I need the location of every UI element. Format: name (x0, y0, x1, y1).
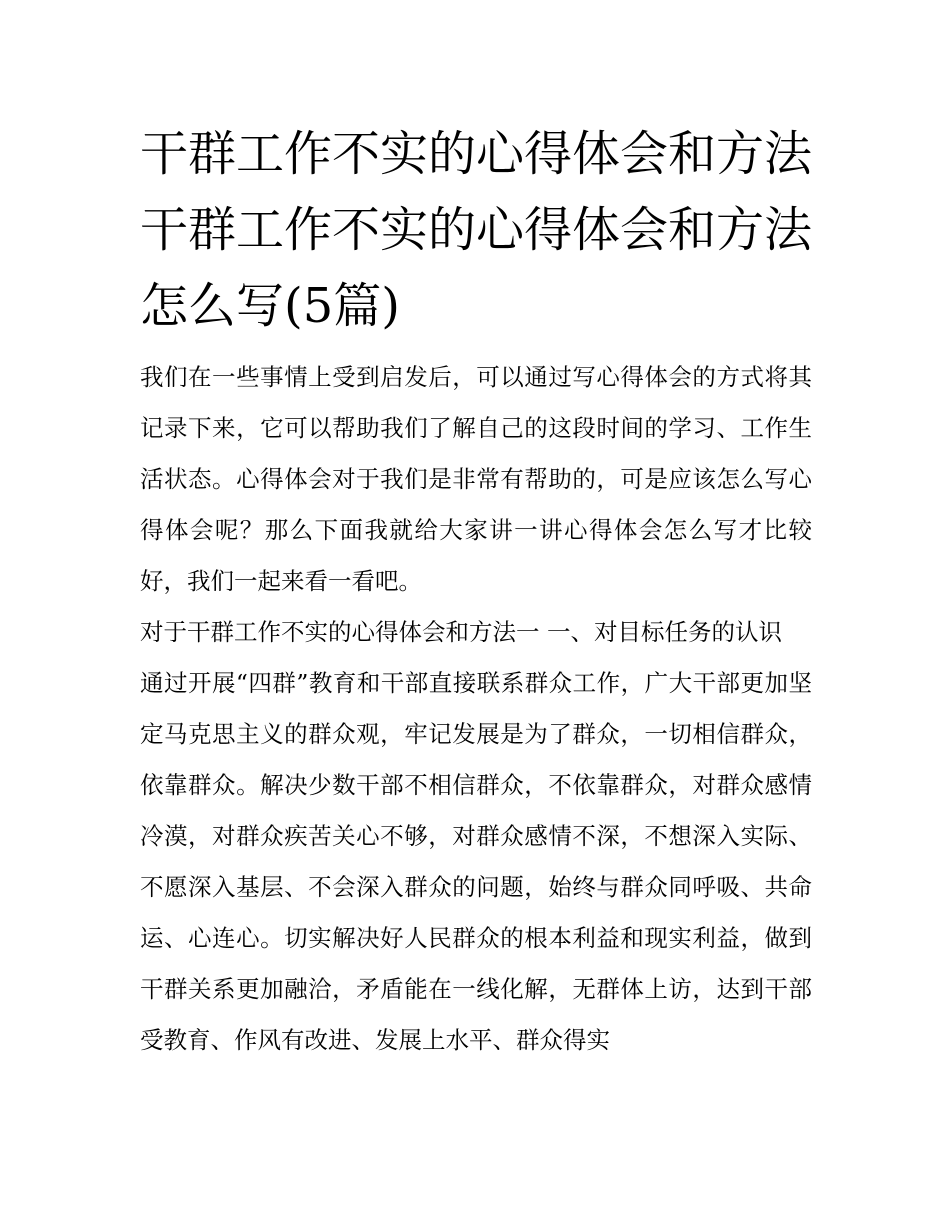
document-title: 干群工作不实的心得体会和方法 干群工作不实的心得体会和方法怎么写(5篇) (140, 126, 813, 334)
intro-paragraph: 我们在一些事情上受到启发后，可以通过写心得体会的方式将其记录下来，它可以帮助我们了解自己的这段时间的学习、工作生活状态。心得体会对于我们是非常有帮助的，可是应该怎么写心得体会呢？那么下面我就给大家讲一讲心得体会怎么写才比较好，我们一起来看一看吧。 (140, 363, 812, 595)
section-heading: 对于干群工作不实的心得体会和方法一 一、对目标任务的认识 (140, 618, 782, 646)
document-page (140, 116, 812, 1066)
body-paragraph: 通过开展“四群”教育和干部直接联系群众工作，广大干部更加坚定马克思主义的群众观，牢记发展是为了群众，一切相信群众，依靠群众。解决少数干部不相信群众，不依靠群众，对群众感情冷漠，对群众疾苦关心不够，对群众感情不深，不想深入实际、不愿深入基层、不会深入群众的问题，始终与群众同呼吸、共命运、心连心。切实解决好人民群众的根本利益和现实利益，做到干群关系更加融洽，矛盾能在一线化解，无群体上访，达到干部受教育、作风有改进、发展上水平、群众得实 (140, 669, 812, 1054)
